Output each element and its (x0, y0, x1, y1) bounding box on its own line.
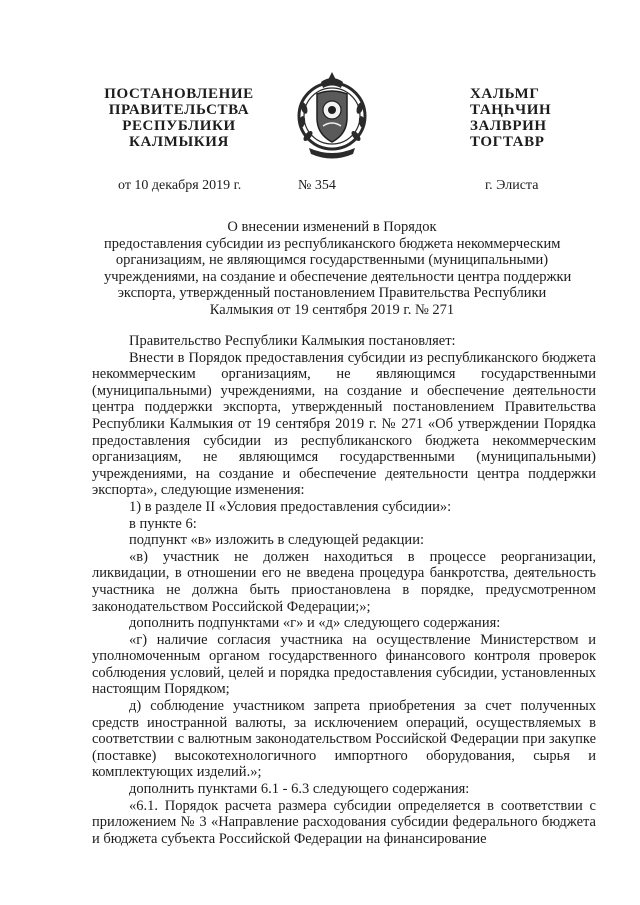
title-line: учреждениями, на создание и обеспечение деятельности центра поддержки (104, 268, 572, 285)
header-left-line: КАЛМЫКИЯ (129, 134, 229, 150)
body-paragraph: дополнить подпунктами «г» и «д» следующего содержания: (129, 615, 501, 632)
title-line: экспорта, утвержденный постановлением Правительства Республики (117, 285, 547, 301)
document-date: от 10 декабря 2019 г. (118, 178, 242, 193)
header-left-title (94, 86, 264, 150)
header-right-line: ЗАЛВРИН (470, 118, 547, 134)
header-left-line: ПОСТАНОВЛЕНИЕ (104, 86, 254, 102)
document-body (92, 333, 596, 847)
document-title (104, 219, 572, 318)
body-paragraph: «6.1. Порядок расчета размера субсидии определяется в соответствии с приложением № 3 «Направление расходования субсидии федерального бюджета и бюджета субъекта Российской Федерации на финансирование (92, 797, 596, 847)
body-paragraph: Внести в Порядок предоставления субсидии из республиканского бюджета некоммерческим организациям, не являющимся государственными (муниципальными) учреждениями, на создание и обеспечение деятельности центра поддержки экспорта, утвержденный постановлением Правительства Республики Калмыкия от 19 сентября 2019 г. № 271 «Об утверждении Порядка предоставления субсидии из республиканского бюджета некоммерческим организациям, не являющимся государственными (муниципальными) учреждениями, на создание и обеспечение деятельности центра поддержки экспорта», следующие изменения: (92, 349, 596, 499)
header-left-line: РЕСПУБЛИКИ (122, 118, 236, 134)
document-number: № 354 (298, 178, 336, 193)
title-line: Калмыкия от 19 сентября 2019 г. № 271 (209, 301, 455, 318)
body-paragraph: Правительство Республики Калмыкия постановляет: (129, 333, 456, 349)
header-right-line: ТАҢҺЧИН (470, 102, 552, 118)
header-right-title (470, 86, 580, 150)
title-line: О внесении изменений в Порядок (227, 219, 437, 235)
body-paragraph: д) соблюдение участником запрета приобретения за счет полученных средств иностранной валюты, за исключением операций, осуществляемых в соответствии с валютным законодательством Российской Федерации при закупке (поставке) высокотехнологичного импортного оборудования, сырья и комплектующих изделий.»; (92, 698, 596, 781)
coat-of-arms-emblem-icon (295, 68, 369, 164)
body-paragraph: подпункт «в» изложить в следующей редакции: (129, 532, 424, 549)
body-paragraph: «г) наличие согласия участника на осуществление Министерством и уполномоченным органом государственного финансового контроля проверок соблюдения условий, целей и порядка предоставления субсидии, установленных настоящим Порядком; (92, 631, 596, 698)
document-city: г. Элиста (485, 178, 539, 193)
body-paragraph: «в) участник не должен находиться в процессе реорганизации, ликвидации, в отношении его не введена процедура банкротства, деятельность участника не должна быть приостановлена в порядке, предусмотренном законодательством Российской Федерации;»; (92, 548, 596, 615)
body-paragraph: дополнить пунктами 6.1 - 6.3 следующего содержания: (129, 781, 470, 798)
title-line: организациям, не являющимся государственными (муниципальными) (115, 252, 549, 268)
body-paragraph: в пункте 6: (129, 515, 197, 532)
body-paragraph: 1) в разделе II «Условия предоставления субсидии»: (129, 498, 452, 515)
header-right-line: ТОГТАВР (470, 134, 545, 150)
header-left-line: ПРАВИТЕЛЬСТВА (108, 102, 250, 118)
title-line: предоставления субсидии из республиканского бюджета некоммерческим (104, 235, 561, 252)
header-right-line: ХАЛЬМГ (470, 86, 540, 102)
